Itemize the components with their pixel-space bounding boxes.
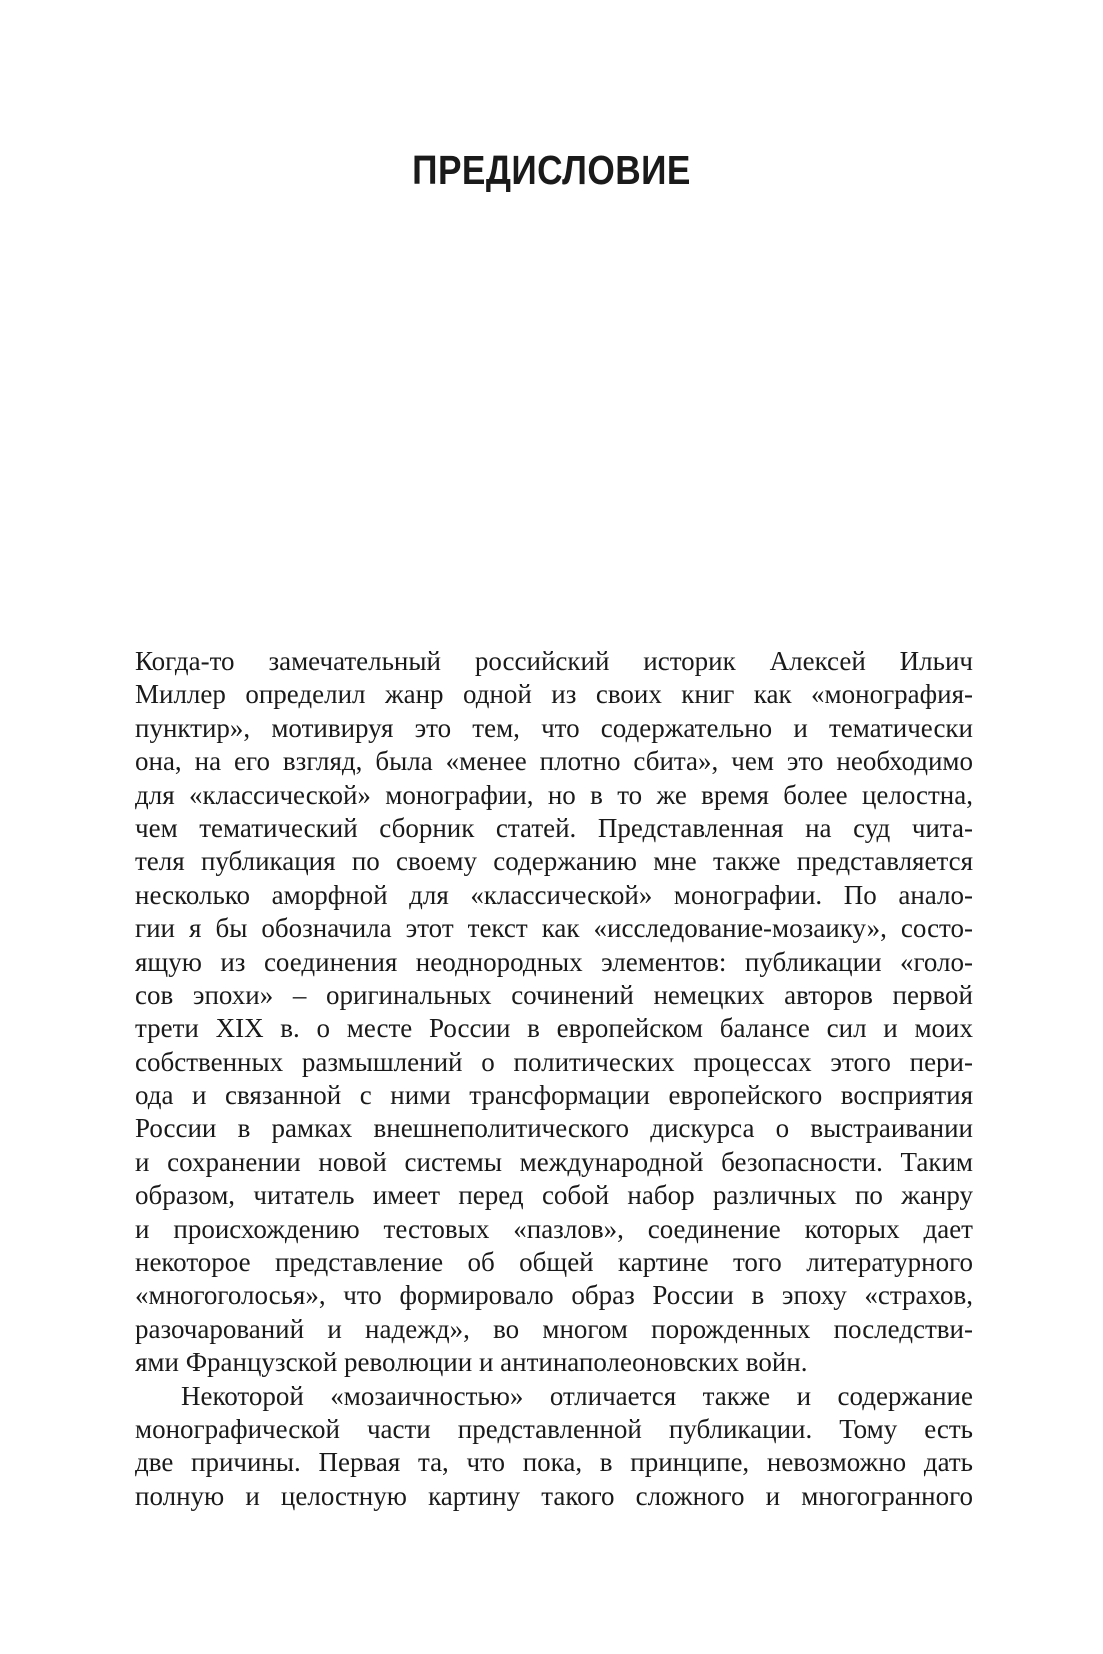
text-line: и происхождению тестовых «пазлов», соединение которых дает: [135, 1213, 973, 1244]
text-line: для «классической» монографии, но в то же время более целостна,: [135, 779, 973, 810]
text-line: две причины. Первая та, что пока, в принципе, невозможно дать: [135, 1447, 973, 1478]
page-title: ПРЕДИСЛОВИЕ: [412, 147, 691, 193]
text-line: гии я бы обозначила этот текст как «исследование-мозаику», состо-: [135, 913, 973, 944]
text-line: несколько аморфной для «классической» монографии. По анало-: [135, 879, 973, 910]
text-line: пунктир», мотивируя это тем, что содержательно и тематически: [135, 712, 973, 743]
text-line: ода и связанной с ними трансформации европейского восприятия: [135, 1080, 973, 1111]
text-line: Когда-то замечательный российский историк Алексей Ильич: [135, 646, 973, 676]
text-line: и сохранении новой системы международной безопасности. Таким: [135, 1146, 973, 1177]
text-line: ями Французской революции и антинаполеоновских войн.: [135, 1347, 808, 1378]
text-line: Некоторой «мозаичностью» отличается также и содержание: [181, 1380, 973, 1411]
text-line: трети XIX в. о месте России в европейском балансе сил и моих: [135, 1013, 973, 1044]
text-line: «многоголосья», что формировало образ России в эпоху «страхов,: [135, 1280, 973, 1311]
text-line: образом, читатель имеет перед собой набор различных по жанру: [135, 1180, 973, 1211]
text-line: она, на его взгляд, была «менее плотно сбита», чем это необходимо: [135, 746, 973, 777]
text-line: России в рамках внешнеполитического дискурса о выстраивании: [135, 1113, 973, 1144]
text-line: разочарований и надежд», во многом порожденных последстви-: [135, 1313, 973, 1344]
text-line: некоторое представление об общей картине того литературного: [135, 1247, 973, 1278]
text-line: ящую из соединения неоднородных элементов: публикации «голо-: [135, 946, 973, 977]
text-line: полную и целостную картину такого сложного и многогранного: [135, 1480, 973, 1511]
text-line: собственных размышлений о политических процессах этого пери-: [135, 1046, 973, 1077]
body-text: [135, 645, 973, 1513]
text-line: сов эпохи» – оригинальных сочинений немецких авторов первой: [135, 979, 973, 1010]
text-line: Миллер определил жанр одной из своих книг как «монография-: [135, 679, 973, 710]
text-line: монографической части представленной публикации. Тому есть: [135, 1413, 973, 1444]
text-line: теля публикация по своему содержанию мне также представляется: [135, 846, 973, 877]
text-line: чем тематический сборник статей. Представленная на суд чита-: [135, 812, 973, 843]
